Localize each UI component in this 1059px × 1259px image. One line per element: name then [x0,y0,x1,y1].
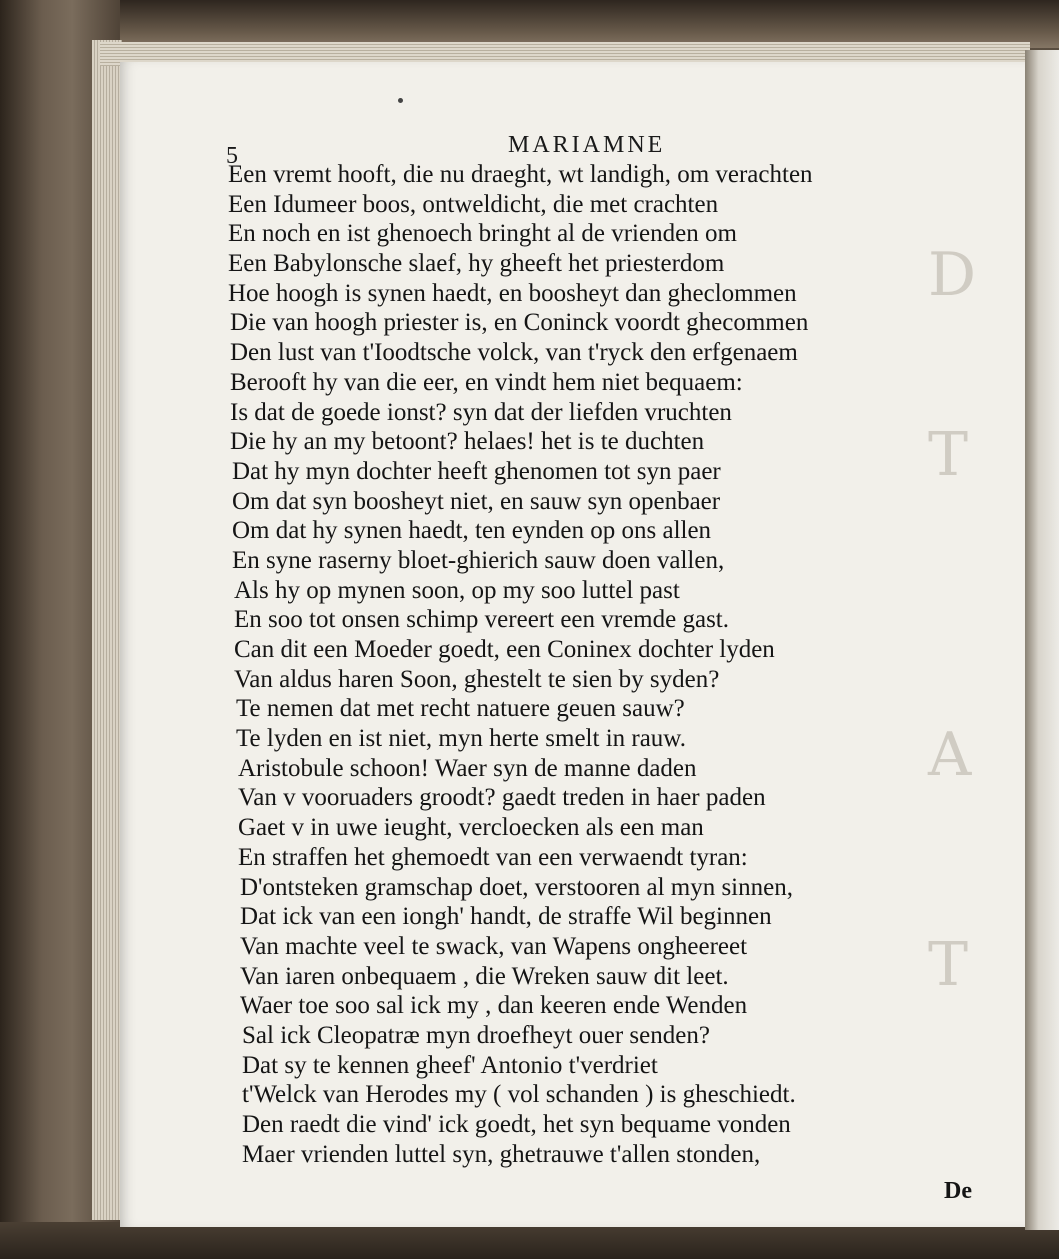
verse-line: Dat hy myn dochter heeft ghenomen tot syn paer [232,457,721,485]
verse-line: En soo tot onsen schimp vereert een vremde gast. [234,606,729,634]
verse-line: En noch en ist ghenoech bringht al de vrienden om [228,220,737,248]
show-through-initial: T [928,420,969,490]
verse-line: Een vremt hooft, die nu draeght, wt landigh, om verachten [228,161,813,188]
verse-line: t'Welck van Herodes my ( vol schanden ) is gheschiedt. [242,1081,796,1109]
verse-line: Maer vrienden luttel syn, ghetrauwe t'allen stonden, [242,1140,761,1168]
verse-line: En syne raserny bloet-ghierich sauw doen vallen, [232,546,725,574]
page-edges-left [92,40,122,1220]
verse-line: Sal ick Cleopatræ myn droefheyt ouer senden? [242,1021,710,1049]
verse-line: Berooft hy van die eer, en vindt hem niet bequaem: [230,368,743,396]
verse-line: Dat ick van een iongh' handt, de straffe Wil beginnen [240,903,772,931]
book-cover-top [0,0,1059,48]
verse-line: Van aldus haren Soon, ghestelt te sien by syden? [234,665,720,693]
ink-speck [398,98,403,103]
verse-line: Is dat de goede ionst? syn dat der liefden vruchten [230,398,732,426]
facing-page-edge [1025,50,1059,1230]
page-number: 5 [226,143,238,169]
verse-line: Te nemen dat met recht natuere geuen sauw? [236,695,685,723]
verse-line: Die hy an my betoont? helaes! het is te duchten [230,428,705,456]
verse-line: Om dat syn boosheyt niet, en sauw syn openbaer [232,487,721,515]
verse-line: Gaet v in uwe ieught, vercloecken als een man [238,814,704,842]
verse-line: Van v vooruaders groodt? gaedt treden in haer paden [238,784,766,812]
verse-line: Waer toe soo sal ick my , dan keeren ende Wenden [240,992,748,1020]
catchword: De [944,1178,972,1204]
verse-line: Een Idumeer boos, ontweldicht, die met crachten [228,190,719,218]
verse-text [222,160,813,1169]
verse-line: Om dat hy synen haedt, ten eynden op ons allen [232,517,712,545]
verse-line: En straffen het ghemoedt van een verwaendt tyran: [238,843,748,871]
show-through-initial: T [928,930,969,1000]
verse-line: Dat sy te kennen gheef' Antonio t'verdriet [242,1051,658,1079]
running-head: MARIAMNE [508,132,666,158]
verse-line: Te lyden en ist niet, myn herte smelt in rauw. [236,725,686,753]
show-through-initial: A [928,720,972,790]
book-cover-bottom [0,1222,1059,1259]
verse-line: Den raedt die vind' ick goedt, het syn bequame vonden [242,1111,791,1138]
verse-line: Can dit een Moeder goedt, een Coninex dochter lyden [234,636,775,663]
verse-line: Den lust van t'Ioodtsche volck, van t'ryck den erfgenaem [230,339,798,367]
verse-line: Van machte veel te swack, van Wapens ongheereet [240,932,748,960]
show-through-initial: D [928,240,977,310]
verse-line: Van iaren onbequaem , die Wreken sauw dit leet. [240,962,729,990]
verse-line: Aristobule schoon! Waer syn de manne daden [238,754,697,782]
verse-line: Hoe hoogh is synen haedt, en boosheyt dan gheclommen [228,279,797,307]
verse-line: D'ontsteken gramschap doet, verstooren al myn sinnen, [240,873,793,901]
verse-line: Een Babylonsche slaef, hy gheeft het priesterdom [228,250,725,278]
verse-line: Als hy op mynen soon, op my soo luttel past [234,576,680,604]
verse-line: Die van hoogh priester is, en Coninck voordt ghecommen [230,309,809,337]
